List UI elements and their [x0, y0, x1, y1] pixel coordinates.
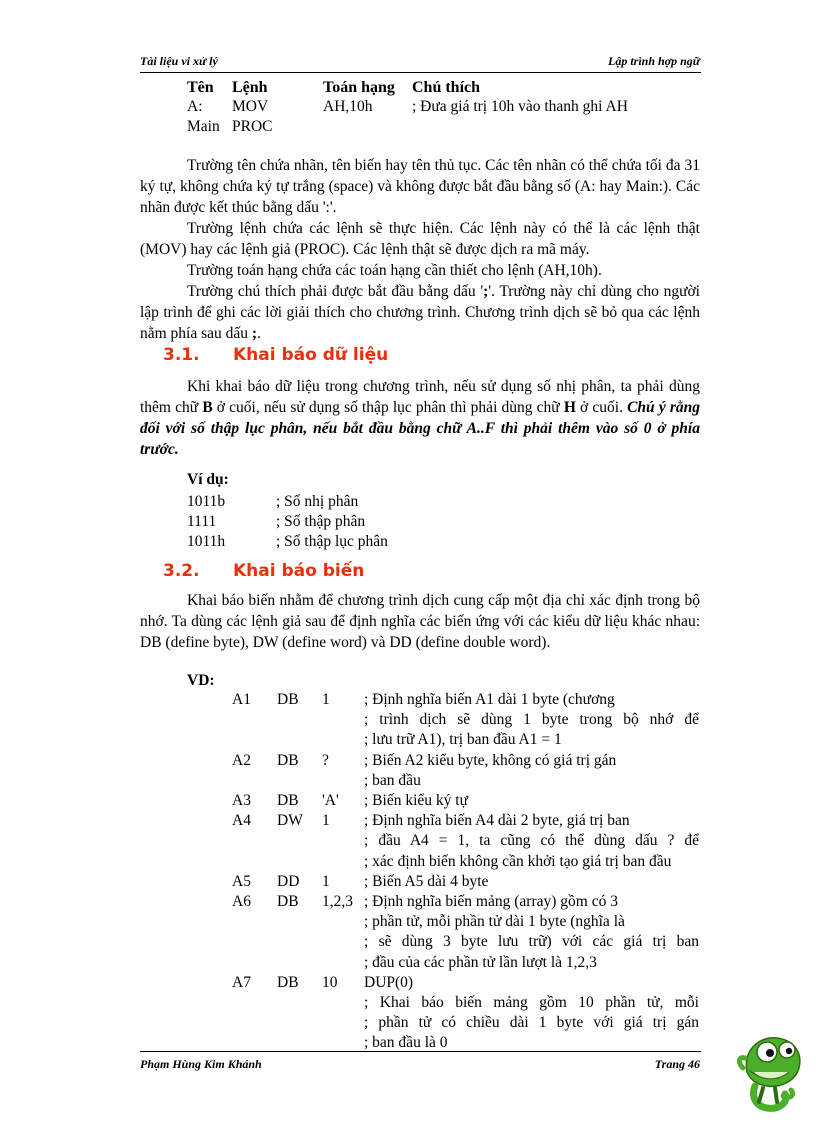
- variable-comment: [364, 791, 699, 811]
- comment-line: ; trình dịch sẽ dùng 1 byte trong bộ nhớ để: [364, 711, 699, 729]
- section-heading-3-1: [163, 345, 388, 365]
- variable-value: 10: [322, 973, 338, 991]
- section-title: Khai báo biến: [233, 561, 365, 581]
- variable-value: 1: [322, 872, 330, 890]
- paragraph-instr-field: Trường lệnh chứa các lệnh sẽ thực hiện. Các lệnh này có thể là các lệnh thật (MOV) hay các lệnh giả (PROC). Các lệnh thật sẽ được dịch ra mã máy.: [140, 220, 700, 258]
- variable-comment: [364, 751, 699, 791]
- example-comment: ; Số nhị phân: [276, 493, 359, 510]
- footer-left: Phạm Hùng Kim Khánh: [140, 1057, 262, 1071]
- section-number: 3.2.: [163, 561, 200, 581]
- example-value: 1011h: [187, 533, 226, 550]
- comment-line: ; ban đầu: [364, 771, 421, 789]
- variable-type: DB: [277, 973, 299, 991]
- header-right: Lập trình hợp ngữ: [608, 54, 700, 68]
- variable-comment: [364, 892, 699, 973]
- table-head-comment: Chú thích: [412, 79, 481, 96]
- chameleon-mascot-icon: [733, 1010, 813, 1115]
- table-cell: Main: [187, 118, 220, 135]
- text-run-bold: B: [202, 399, 213, 416]
- table-head-name: Tên: [187, 79, 214, 96]
- variable-type: DB: [277, 792, 299, 809]
- text-run: '. Trường này chỉ dùng cho người lập trình để ghi các lời giải thích cho chương trình. Chương trình dịch sẽ bỏ qua các lệnh nằm phía sau dấu: [140, 283, 700, 342]
- table-cell: AH,10h: [323, 98, 373, 115]
- text-run: Khi khai báo dữ liệu trong chương trình, nếu sử dụng số nhị phân, ta phải dùng thêm chữ: [140, 378, 700, 416]
- variable-type: DW: [277, 812, 303, 830]
- variable-name: A6: [232, 893, 251, 910]
- footer-right: Trang 46: [654, 1057, 700, 1071]
- section-title: Khai báo dữ liệu: [233, 345, 389, 365]
- variable-type: DD: [277, 872, 300, 890]
- comment-line: ; Biến A5 dài 4 byte: [364, 872, 489, 890]
- header-rule: [140, 72, 701, 73]
- comment-line: DUP(0): [364, 973, 414, 991]
- table-cell: PROC: [232, 118, 273, 135]
- text-run-bold: ;: [483, 283, 489, 300]
- text-run: ở cuối, nếu sử dụng số thập lục phân thì phải dùng chữ: [212, 399, 564, 416]
- table-cell: ; Đưa giá trị 10h vào thanh ghi AH: [412, 98, 628, 115]
- table-cell: MOV: [232, 98, 269, 115]
- variable-comment: [364, 811, 699, 872]
- comment-line: ; phần tử, mỗi phần tử dài 1 byte (nghĩa là: [364, 913, 625, 931]
- comment-line: ; Biến kiểu ký tự: [364, 792, 468, 809]
- footer-rule: [140, 1051, 701, 1052]
- text-run-bold: ;: [251, 325, 258, 342]
- comment-line: ; sẽ dùng 3 byte lưu trữ) với các giá trị ban: [364, 933, 699, 951]
- variable-name: A2: [232, 751, 251, 769]
- comment-line: ; Khai báo biến mảng gồm 10 phần tử, mỗi: [364, 993, 699, 1011]
- example-value: 1111: [187, 513, 217, 530]
- variable-value: 1: [322, 812, 330, 830]
- comment-line: ; Định nghĩa biến A4 dài 2 byte, giá trị ban: [364, 812, 630, 830]
- variable-name: A4: [232, 812, 251, 830]
- comment-line: ; ban đầu là 0: [364, 1034, 448, 1052]
- variable-name: A5: [232, 872, 251, 890]
- comment-line: ; Định nghĩa biến A1 dài 1 byte (chương: [364, 691, 615, 708]
- example-comment: ; Số thập phân: [276, 513, 366, 530]
- text-run: ở cuối.: [575, 399, 628, 416]
- variable-comment: [364, 872, 699, 892]
- section-number: 3.1.: [163, 345, 200, 365]
- text-run: Trường chú thích phải được bắt đầu bằng dấu ': [187, 283, 484, 300]
- variable-value: 'A': [322, 792, 339, 809]
- comment-line: ; đầu A4 = 1, ta cũng có thể dùng dấu ? để: [364, 832, 699, 850]
- variable-comment: [364, 973, 699, 1054]
- vd-label: VD:: [187, 672, 215, 689]
- variable-type: DB: [277, 751, 299, 769]
- paragraph-operand-field: Trường toán hạng chứa các toán hạng cần thiết cho lệnh (AH,10h).: [187, 262, 602, 279]
- text-run-bold: H: [563, 399, 576, 416]
- comment-line: ; phần tử có chiều dài 1 byte với giá trị gán: [364, 1014, 699, 1032]
- example-label: Ví dụ:: [187, 471, 229, 488]
- example-value: 1011b: [187, 493, 226, 510]
- variable-comment: [364, 690, 699, 751]
- example-comment: ; Số thập lục phân: [276, 533, 388, 550]
- variable-value: ?: [322, 751, 329, 769]
- note-bold-italic: Chú ý rằng đối với số thập lục phân, nếu bắt đầu bằng chữ A..F thì phải thêm vào số 0 ở phía trước.: [140, 399, 700, 458]
- paragraph-data-declaration: [140, 376, 700, 460]
- section-heading-3-2: [163, 561, 364, 581]
- comment-line: ; Định nghĩa biến mảng (array) gồm có 3: [364, 893, 618, 910]
- variable-name: A7: [232, 973, 251, 991]
- comment-line: ; xác định biến không cần khởi tạo giá trị ban đầu: [364, 852, 672, 870]
- table-cell: A:: [187, 98, 203, 115]
- table-head-operand: Toán hạng: [323, 79, 395, 96]
- paragraph-variable-declaration: Khai báo biến nhằm để chương trình dịch cung cấp một địa chỉ xác định trong bộ nhớ. Ta dùng các lệnh giả sau để định nghĩa các biến ứng với các kiểu dữ liệu khác nhau: DB (define byte), DW (define word) và DD (define double word).: [140, 592, 700, 651]
- comment-line: ; đầu của các phần tử lần lượt là 1,2,3: [364, 953, 597, 971]
- variable-name: A1: [232, 691, 251, 708]
- comment-line: ; Biến A2 kiểu byte, không có giá trị gán: [364, 751, 617, 769]
- variable-type: DB: [277, 691, 299, 708]
- variable-name: A3: [232, 792, 251, 809]
- text-run: .: [257, 325, 261, 342]
- comment-line: ; lưu trữ A1), trị ban đầu A1 = 1: [364, 731, 562, 749]
- variable-type: DB: [277, 893, 299, 910]
- variable-value: 1,2,3: [322, 893, 353, 910]
- table-head-instr: Lệnh: [232, 79, 268, 96]
- paragraph-name-field: Trường tên chứa nhãn, tên biến hay tên thủ tục. Các tên nhãn có thể chứa tối đa 31 ký tự, không chứa ký tự trắng (space) và không được bắt đầu bằng số (A: hay Main:). Các nhãn được kết thúc bằng dấu ':'.: [140, 157, 700, 216]
- paragraph-comment-field: [140, 281, 700, 344]
- header-left: Tài liệu vi xử lý: [140, 54, 218, 68]
- variable-value: 1: [322, 691, 330, 708]
